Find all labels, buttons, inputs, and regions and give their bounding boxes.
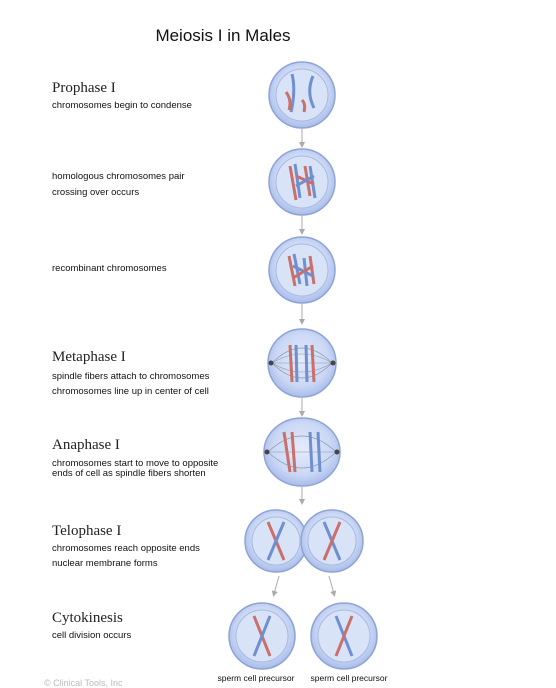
stage-desc-pairing-2: crossing over occurs xyxy=(52,187,140,198)
copyright-text: © Clinical Tools, Inc xyxy=(44,678,123,688)
stage-desc-telophase-1: chromosomes reach opposite ends xyxy=(52,543,200,554)
stage-desc-pairing-1: homologous chromosomes pair xyxy=(52,171,185,182)
cell-label-left: sperm cell precursor xyxy=(217,673,295,683)
stage-heading-telophase: Telophase I xyxy=(52,523,122,539)
cell-recombinant xyxy=(269,237,335,303)
cell-telophase xyxy=(245,510,363,572)
cell-pairing xyxy=(269,149,335,215)
arrow-down-right xyxy=(329,576,334,594)
stage-desc-telophase-2: nuclear membrane forms xyxy=(52,558,158,569)
stage-desc-recombinant-1: recombinant chromosomes xyxy=(52,263,167,274)
stage-desc-prophase-1: chromosomes begin to condense xyxy=(52,100,192,111)
cell-cytokinesis-right xyxy=(311,603,377,669)
stage-desc-anaphase-1: chromosomes start to move to opposite xyxy=(52,458,219,469)
stage-heading-metaphase: Metaphase I xyxy=(52,349,126,365)
cell-anaphase xyxy=(264,418,340,486)
cell-prophase xyxy=(269,62,335,128)
stage-desc-anaphase-2: ends of cell as spindle fibers shorten xyxy=(52,468,206,479)
cell-label-right: sperm cell precursor xyxy=(310,673,388,683)
stage-heading-prophase: Prophase I xyxy=(52,80,116,96)
stage-heading-anaphase: Anaphase I xyxy=(52,437,120,453)
page-title: Meiosis I in Males xyxy=(155,26,291,45)
stage-desc-metaphase-1: spindle fibers attach to chromosomes xyxy=(52,371,210,382)
stage-desc-cytokinesis-1: cell division occurs xyxy=(52,630,132,641)
stage-desc-metaphase-2: chromosomes line up in center of cell xyxy=(52,386,209,397)
cell-metaphase xyxy=(268,329,336,397)
arrow-down-left xyxy=(274,576,279,594)
stage-heading-cytokinesis: Cytokinesis xyxy=(52,610,123,626)
cell-cytokinesis-left xyxy=(229,603,295,669)
